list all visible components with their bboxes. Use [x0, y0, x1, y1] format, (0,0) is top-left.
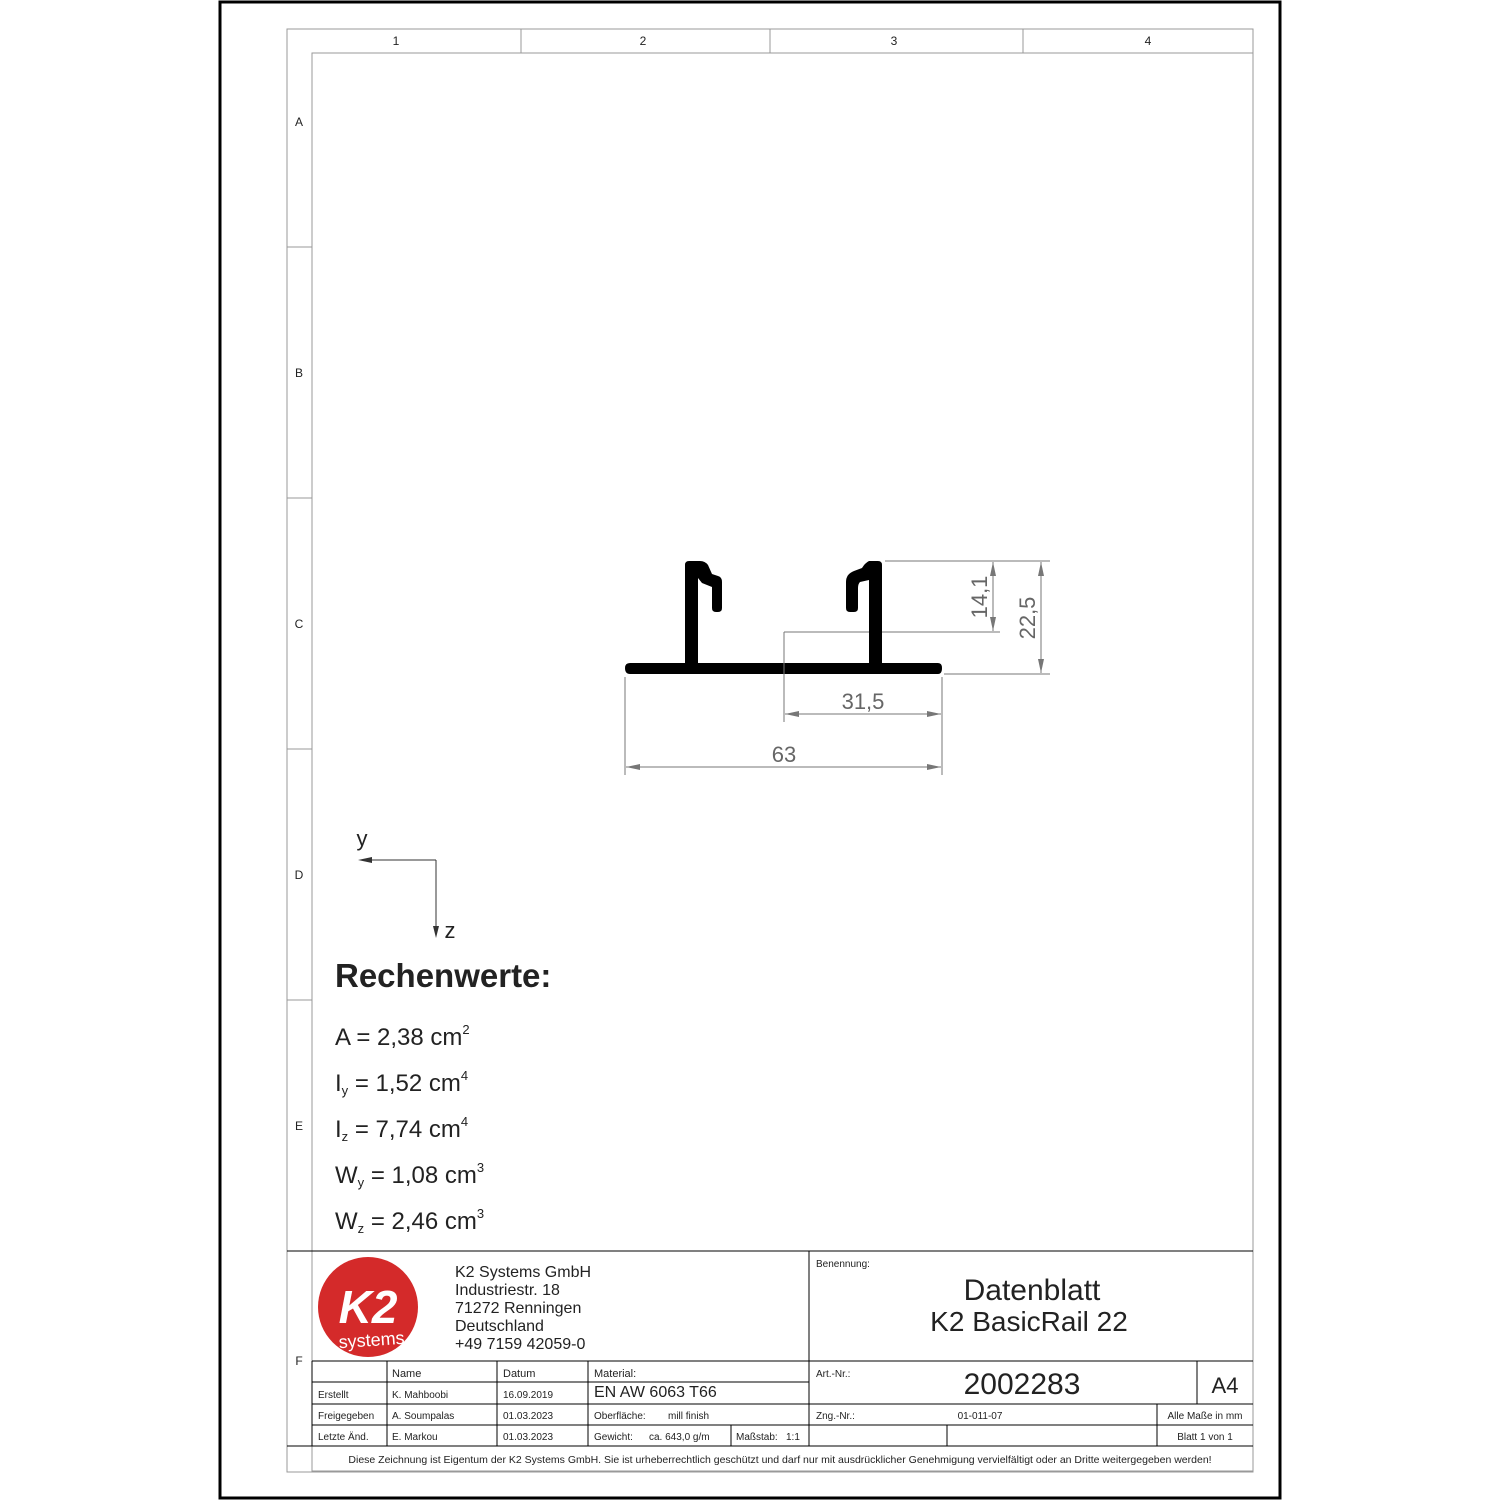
- dimension-height-upper: 14,1: [967, 575, 992, 619]
- grid-column-label: 3: [890, 34, 898, 48]
- gewicht-value: ca. 643,0 g/m: [649, 1432, 710, 1443]
- drawing-subtitle: K2 BasicRail 22: [930, 1306, 1128, 1337]
- freigegeben-name: A. Soumpalas: [392, 1411, 455, 1422]
- grid-row-dividers: [287, 247, 312, 1251]
- dimension-width-total: 63: [771, 742, 797, 767]
- artnr-value: 2002283: [963, 1368, 1081, 1401]
- freigegeben-label: Freigegeben: [318, 1411, 375, 1422]
- col-datum-header: Datum: [503, 1368, 536, 1380]
- axis-y-arrow: [358, 857, 372, 863]
- grid-row-label: B: [294, 366, 304, 380]
- inner-frame: [287, 29, 1253, 1472]
- blatt-value: Blatt 1 von 1: [1177, 1432, 1233, 1443]
- grid-row-label: F: [295, 1354, 303, 1368]
- k2-logo: [318, 1257, 418, 1357]
- freigegeben-datum: 01.03.2023: [503, 1411, 554, 1422]
- company-line: Industriestr. 18: [455, 1282, 560, 1299]
- gewicht-label: Gewicht:: [594, 1432, 633, 1443]
- letzte-name: E. Markou: [392, 1432, 438, 1443]
- col-name-header: Name: [392, 1368, 422, 1380]
- drawing-title: Datenblatt: [963, 1274, 1101, 1307]
- grid-column-label: 2: [639, 34, 647, 48]
- axis-z-arrow: [433, 926, 439, 938]
- axis-indicator: [362, 860, 436, 932]
- grid-column-label: 4: [1144, 34, 1152, 48]
- values-heading: Rechenwerte:: [335, 957, 552, 994]
- value-iz: Iz = 7,74 $cm^4$: [335, 1114, 469, 1144]
- letzte-label: Letzte Änd.: [318, 1432, 369, 1443]
- oberflaeche-value: mill finish: [668, 1411, 710, 1422]
- oberflaeche-label: Oberfläche:: [594, 1411, 646, 1422]
- grid-row-label: E: [294, 1119, 304, 1133]
- grid-row-label: D: [294, 868, 304, 882]
- zngnr-label: Zng.-Nr.:: [816, 1411, 855, 1422]
- k2-logo-top: K2: [338, 1281, 398, 1333]
- dimension-width-half: 31,5: [841, 689, 885, 714]
- zngnr-value: 01-011-07: [957, 1411, 1003, 1422]
- value-wy: Wy = 1,08 $cm^3$: [335, 1160, 485, 1190]
- value-iy: Iy = 1,52 $cm^4$: [335, 1068, 469, 1098]
- axis-z-label: z: [444, 918, 456, 943]
- erstellt-label: Erstellt: [318, 1390, 349, 1401]
- material-value: EN AW 6063 T66: [594, 1384, 717, 1401]
- company-line: Deutschland: [455, 1318, 544, 1335]
- erstellt-datum: 16.09.2019: [503, 1390, 554, 1401]
- axis-y-label: y: [356, 826, 368, 851]
- massstab-value: 1:1: [786, 1432, 800, 1443]
- artnr-label: Art.-Nr.:: [816, 1369, 851, 1380]
- grid-column-label: 1: [392, 34, 400, 48]
- footer-notice: Diese Zeichnung ist Eigentum der K2 Systems GmbH. Sie ist urheberrechtlich geschützt und darf nur mit ausdrücklicher Genehmigung vervielfältigt oder an Dritte weitergegeben werden!: [348, 1454, 1212, 1466]
- dimension-height-total: 22,5: [1015, 596, 1040, 640]
- value-wz: Wz = 2,46 $cm^3$: [335, 1206, 485, 1236]
- letzte-datum: 01.03.2023: [503, 1432, 554, 1443]
- erstellt-name: K. Mahboobi: [392, 1390, 449, 1401]
- grid-column-dividers: [521, 29, 1023, 53]
- masse-note: Alle Maße in mm: [1167, 1411, 1243, 1422]
- format-value: A4: [1211, 1373, 1239, 1398]
- material-label: Material:: [594, 1368, 637, 1380]
- company-address: [455, 1264, 591, 1353]
- grid-row-label: A: [294, 115, 304, 129]
- grid-row-label: C: [294, 617, 304, 631]
- value-area: A = 2,38 $cm^2$: [335, 1022, 470, 1051]
- k2-logo-bottom: systems: [337, 1327, 406, 1353]
- massstab-label: Maßstab:: [736, 1432, 778, 1443]
- company-line: 71272 Renningen: [455, 1300, 582, 1317]
- company-line: +49 7159 42059-0: [455, 1336, 586, 1353]
- company-line: K2 Systems GmbH: [455, 1264, 592, 1281]
- value-list: [335, 1022, 484, 1236]
- benennung-label: Benennung:: [816, 1259, 870, 1270]
